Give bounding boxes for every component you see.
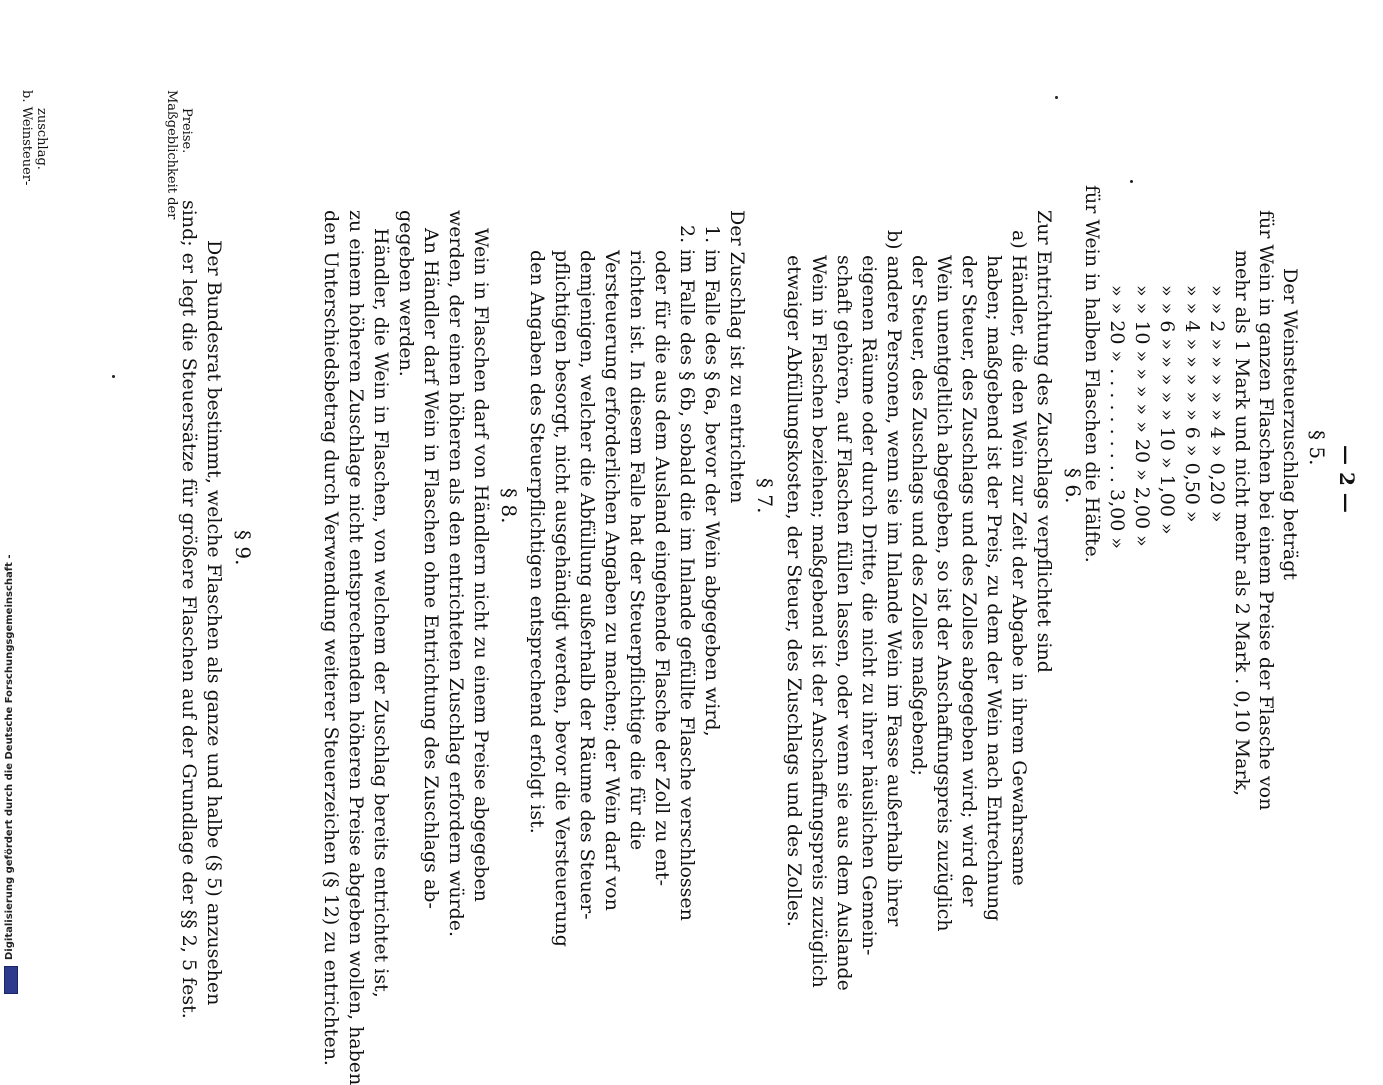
section-7-line: Der Zuschlag ist zu entrichten	[726, 210, 748, 504]
section-7-line: den Angaben des Steuerpflichtigen entsprechend erfolgt ist.	[526, 250, 548, 834]
scan-speck	[112, 375, 115, 378]
section-5-line: » » 4 » » » » » 6 » 0,50 »	[1181, 285, 1203, 523]
section-8-heading: § 8.	[497, 488, 521, 524]
section-8-line: werden, der einen höheren als den entrichteten Zuschlag erfordern würde.	[445, 210, 467, 938]
section-8-line: Wein in Flaschen darf von Händlern nicht zu einem Preise abgegeben	[470, 228, 492, 902]
section-9-line: sind; er legt die Steuersätze für größere Flaschen auf der Grundlage der §§ 2, 5 fest.	[178, 200, 200, 1019]
section-5-margin-note-1: b. Weinsteuer-	[19, 90, 34, 186]
section-6-line: etwaiger Abfüllungskosten, der Steuer, des Zuschlags und des Zolles.	[783, 255, 805, 927]
section-8-line: An Händler darf Wein in Flaschen ohne Entrichtung des Zuschlags ab-	[420, 228, 442, 909]
section-8-line: zu einem höheren Zuschlage nicht entsprechenden höheren Preise abgeben wollen, haben	[345, 210, 367, 1085]
section-6-line: Wein in Flaschen beziehen; maßgebend ist der Anschaffungspreis zuzüglich	[808, 255, 830, 988]
footer-text: Digitalisierung gefördert durch die Deutsche Forschungsgemeinschaft -	[4, 554, 15, 960]
section-7-line: oder für die aus dem Ausland eingehende Flasche der Zoll zu ent-	[651, 250, 673, 887]
page-number: — 2 —	[1335, 445, 1359, 513]
section-7-line: Versteuerung erforderlichen Angaben zu machen; der Wein darf von	[601, 250, 623, 911]
section-6-margin-note-2: Preise.	[179, 108, 194, 154]
section-6-line: haben; maßgebend ist der Preis, zu dem der Wein nach Entrechnung	[983, 255, 1005, 922]
scan-speck	[1130, 180, 1133, 183]
section-8-line: gegeben werden.	[395, 210, 417, 377]
section-6-line: a) Händler, die den Wein zur Zeit der Abgabe in ihrem Gewahrsame	[1008, 230, 1030, 886]
section-6-line: b) andere Personen, wenn sie im Inlande Wein im Fasse außerhalb ihrer	[883, 230, 905, 927]
section-7-line: richten ist. In diesem Falle hat der Steuerpflichtige die für die	[626, 250, 648, 851]
section-7-heading: § 7.	[753, 478, 777, 514]
section-6-heading: § 6.	[1061, 468, 1085, 504]
section-5-line: für Wein in ganzen Flaschen bei einem Preise der Flasche von	[1255, 210, 1277, 811]
section-6-line: der Steuer, des Zuschlags und des Zolles maßgebend;	[908, 255, 930, 776]
section-9-line: Der Bundesrat bestimmt, welche Flaschen als ganze und halbe (§ 5) anzusehen	[203, 240, 225, 1006]
section-5-margin-note-2: zuschlag.	[34, 108, 49, 170]
digitization-footer	[3, 0, 17, 1000]
section-5-line: » » 2 » » » » » 4 » 0,20 »	[1206, 285, 1228, 523]
section-5-line: » » 6 » » » » » 10 » 1,00 »	[1156, 285, 1178, 535]
section-6-margin-note-1: Maßgeblichkeit der	[164, 90, 179, 220]
section-7-line: 2. im Falle des § 6b, sobald die im Inlande gefüllte Flasche verschlossen	[676, 225, 698, 921]
section-6-line: der Steuer, des Zuschlags und des Zolles abgegeben wird; wird der	[958, 255, 980, 907]
section-6-line: schaft gehören, auf Flaschen füllen lassen, oder wenn sie aus dem Auslande	[833, 255, 855, 991]
section-6-line: Zur Entrichtung des Zuschlags verpflichtet sind	[1033, 210, 1055, 673]
section-5-line: » » 10 » » » » » 20 » 2,00 »	[1131, 285, 1153, 547]
section-8-line: den Unterschiedsbetrag durch Verwendung weiterer Steuerzeichen (§ 12) zu entrichten.	[320, 210, 342, 1066]
section-5-line: » » 20 » . . . . . . . . . . 3,00 »	[1106, 285, 1128, 549]
section-5-intro: Der Weinsteuerzuschlag beträgt	[1279, 268, 1301, 581]
dfg-logo-icon	[4, 966, 18, 994]
section-5-line: für Wein in halben Flaschen die Hälfte.	[1081, 185, 1103, 563]
section-8-line: Händler, die Wein in Flaschen, von welchem der Zuschlag bereits entrichtet ist,	[370, 228, 392, 998]
section-7-line: pflichtigen besorgt, nicht ausgehändigt werden, bevor die Versteuerung	[551, 250, 573, 947]
section-5-heading: § 5.	[1305, 430, 1329, 466]
scan-speck	[1055, 96, 1058, 99]
section-7-line: demjenigen, welcher die Abfüllung außerhalb der Räume des Steuer-	[576, 250, 598, 920]
section-7-line: 1. im Falle des § 6a, bevor der Wein abgegeben wird,	[701, 225, 723, 737]
section-9-heading: § 9.	[231, 530, 255, 566]
section-6-line: Wein unentgeltlich abgegeben, so ist der Anschaffungspreis zuzüglich	[933, 255, 955, 932]
section-5-line: mehr als 1 Mark und nicht mehr als 2 Mark . 0,10 Mark,	[1231, 250, 1253, 797]
section-6-line: eigenen Räume oder durch Dritte, die nicht zu ihrer häuslichen Gemein-	[858, 255, 880, 956]
